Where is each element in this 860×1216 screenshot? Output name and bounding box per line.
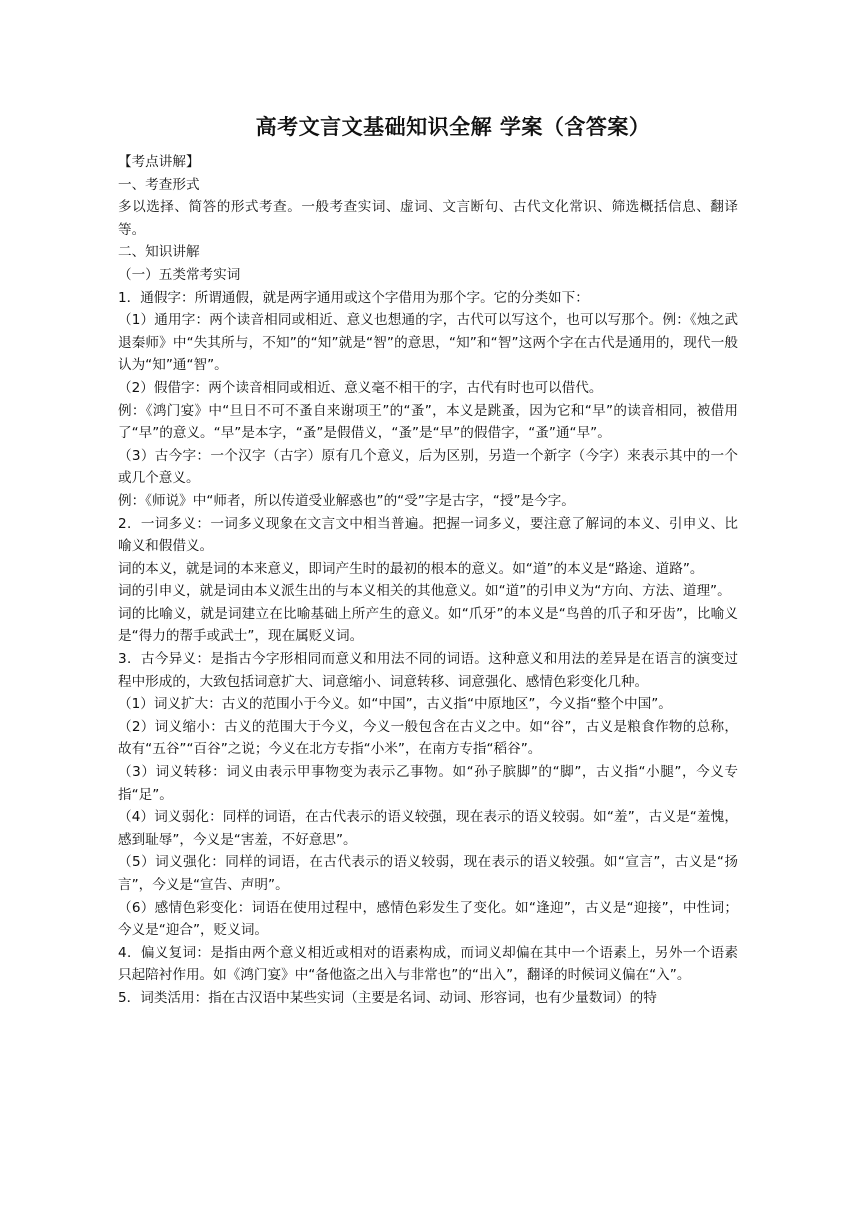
paragraph: 例：《鸿门宴》中“旦日不可不蚤自来谢项王”的“蚤”，本义是跳蚤，因为它和“早”的读音相同，被借用了“早”的意义。“早”是本字，“蚤”是假借义，“蚤”是“早”的假借字，“蚤”通“早”。: [118, 402, 738, 442]
paragraph: （1）词义扩大：古义的范围小于今义。如“中国”，古义指“中原地区”，今义指“整个中国”。: [118, 696, 672, 713]
paragraph: 词的本义，就是词的本来意义，即词产生时的最初的根本的意义。如“道”的本义是“路途、道路”。: [118, 560, 704, 577]
section-heading: （一）五类常考实词: [118, 266, 241, 283]
paragraph: （3）词义转移：词义由表示甲事物变为表示乙事物。如“孙子膑脚”的“脚”，古义指“小腿”，今义专指“足”。: [118, 764, 738, 803]
paragraph: 5．词类活用：指在古汉语中某些实词（主要是名词、动词、形容词，也有少量数词）的特: [118, 989, 657, 1006]
paragraph: （2）词义缩小：古义的范围大于今义，今义一般包含在古义之中。如“谷”，古义是粮食作物的总称，故有“五谷”“百谷”之说；今义在北方专指“小米”，在南方专指“稻谷”。: [118, 718, 738, 758]
paragraph: 3．古今异义：是指古今字形相同而意义和用法不同的词语。这种意义和用法的差异是在语言的演变过程中形成的，大致包括词意扩大、词意缩小、词意转移、词意强化、感情色彩变化几种。: [118, 651, 738, 690]
paragraph: （2）假借字：两个读音相同或相近、意义毫不相干的字，古代有时也可以借代。: [118, 379, 603, 396]
document-title: 高考文言文基础知识全解 学案（含答案）: [255, 115, 651, 139]
paragraph: （3）古今字：一个汉字（古字）原有几个意义，后为区别，另造一个新字（今字）来表示其中的一个或几个意义。: [118, 447, 738, 487]
document-page: [118, 0, 738, 1216]
paragraph: （1）通用字：两个读音相同或相近、意义也想通的字，古代可以写这个，也可以写那个。例：《烛之武退秦师》中“失其所与，不知”的“知”就是“智”的意思，“知”和“智”这两个字在古代是通用的，现代一般认为“知”通“智”。: [118, 312, 738, 374]
document-body: [118, 151, 738, 1010]
paragraph: 词的引申义，就是词由本义派生出的与本义相关的其他意义。如“道”的引申义为“方向、方法、道理”。: [118, 583, 731, 600]
section-heading: 一、考查形式: [118, 176, 200, 193]
paragraph: 词的比喻义，就是词建立在比喻基础上所产生的意义。如“爪牙”的本义是“鸟兽的爪子和牙齿”，比喻义是“得力的帮手或武士”，现在属贬义词。: [118, 605, 738, 645]
paragraph: （5）词义强化：同样的词语，在古代表示的语义较弱，现在表示的语义较强。如“宣言”，古义是“扬言”，今义是“宣告、声明”。: [118, 854, 738, 893]
paragraph: 多以选择、简答的形式考查。一般考查实词、虚词、文言断句、古代文化常识、筛选概括信息、翻译等。: [118, 199, 738, 238]
paragraph: 例：《师说》中“师者，所以传道受业解惑也”的“受”字是古字，“授”是今字。: [118, 492, 575, 509]
paragraph: 2．一词多义：一词多义现象在文言文中相当普遍。把握一词多义，要注意了解词的本义、引申义、比喻义和假借义。: [118, 515, 738, 555]
paragraph: （4）词义弱化：同样的词语，在古代表示的语义较强，现在表示的语义较弱。如“羞”，古义是“羞愧，感到耻辱”，今义是“害羞，不好意思”。: [118, 809, 738, 848]
paragraph: 4．偏义复词：是指由两个意义相近或相对的语素构成，而词义却偏在其中一个语素上，另外一个语素只起陪衬作用。如《鸿门宴》中“备他盗之出入与非常也”的“出入”，翻译的时候词义偏在“入”。: [118, 944, 738, 984]
paragraph: （6）感情色彩变化：词语在使用过程中，感情色彩发生了变化。如“逢迎”，古义是“迎接”，中性词；今义是“迎合”，贬义词。: [118, 899, 738, 939]
section-heading: 【考点讲解】: [118, 154, 200, 170]
section-heading: 二、知识讲解: [118, 244, 200, 261]
paragraph: 1．通假字：所谓通假，就是两字通用或这个字借用为那个字。它的分类如下：: [118, 289, 589, 306]
